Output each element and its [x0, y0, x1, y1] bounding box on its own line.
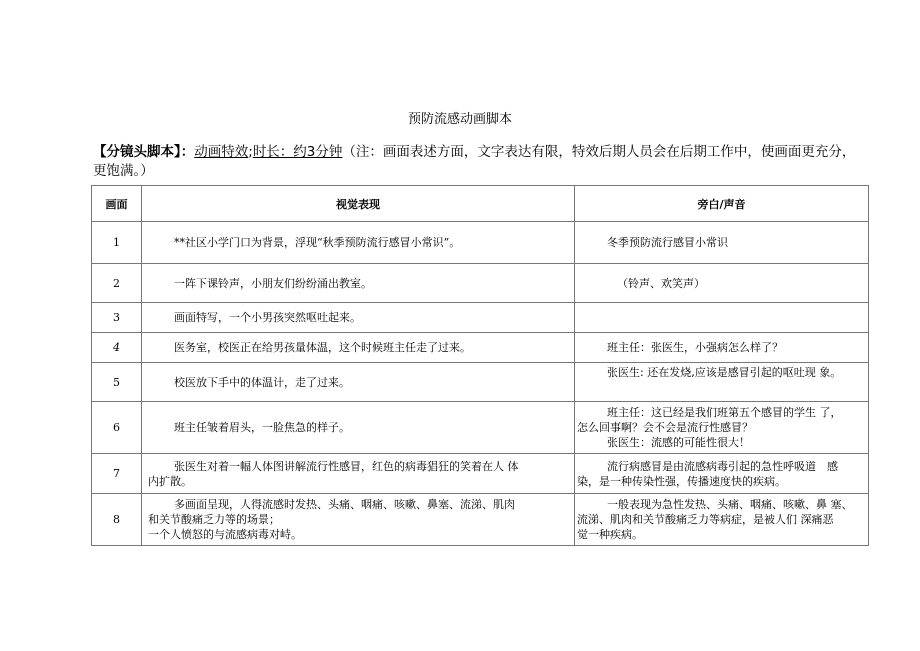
audio-text: 冬季预防流行感冒小常识: [607, 236, 728, 249]
visual-cell: [142, 402, 575, 454]
scene-number: 8: [92, 494, 142, 546]
visual-cell: [142, 494, 575, 546]
table-row: [92, 222, 869, 264]
intro-paragraph: [93, 143, 868, 181]
audio-text: 染，是一种传染性强，传播速度快的疾病。: [577, 474, 786, 488]
visual-cell: [142, 333, 575, 363]
audio-cell: [575, 333, 869, 363]
visual-cell: [142, 303, 575, 333]
header-scene: 画面: [92, 186, 142, 222]
visual-text: 多画面呈现，人得流感时发热、头痛、咽痛、咳嗽、鼻塞、流涕、肌肉: [174, 498, 515, 511]
audio-cell: [575, 494, 869, 546]
scene-number: 7: [92, 454, 142, 494]
table-row: [92, 454, 869, 494]
visual-text: **社区小学门口为背景，浮现“秋季预防流行感冒小常识”。: [174, 236, 461, 249]
effects-label: 动画特效: [194, 144, 249, 160]
audio-cell: [575, 363, 869, 402]
intro-note: （注：画面表述方面，文字表达有限，特效后期人员会在后期工作中，使画面更充分，更饱满。）: [93, 144, 856, 179]
table-row: [92, 363, 869, 402]
visual-text: 画面特写，一个小男孩突然呕吐起来。: [174, 311, 361, 324]
intro-separator: ;: [248, 144, 253, 160]
audio-cell: [575, 264, 869, 303]
duration-label: 时长：约3分钟: [252, 144, 343, 160]
visual-text: 张医生对着一幅人体图讲解流行性感冒，红色的病毒猖狂的笑着在人 体: [174, 459, 519, 473]
scene-number: 1: [92, 222, 142, 264]
visual-text: 校医放下手中的体温计，走了过来。: [174, 375, 350, 389]
table-row: [92, 494, 869, 546]
table-row: [92, 264, 869, 303]
intro-colon: ：: [180, 144, 195, 160]
header-audio: 旁白/声音: [575, 186, 869, 222]
scene-number: 5: [92, 363, 142, 402]
audio-text: 班主任：这已经是我们班第五个感冒的学生 了，: [607, 406, 842, 419]
audio-text: 觉一种疾病。: [577, 528, 643, 541]
scene-number: 6: [92, 402, 142, 454]
table-row: [92, 402, 869, 454]
visual-text: 一阵下课铃声，小朋友们纷纷涌出教室。: [174, 276, 372, 290]
audio-text: 张医生: 还在发烧,应该是感冒引起的呕吐现 象。: [607, 366, 842, 379]
table-row: [92, 333, 869, 363]
audio-cell: [575, 303, 869, 333]
visual-text: 一个人愤怒的与流感病毒对峙。: [148, 528, 302, 541]
table-row: [92, 303, 869, 333]
audio-text: 一般表现为急性发热、头痛、咽痛、咳嗽、鼻 塞、: [607, 498, 853, 511]
visual-cell: [142, 363, 575, 402]
storyboard-table: [91, 185, 869, 546]
storyboard-label: 【分镜头脚本】: [93, 144, 181, 160]
audio-text: 怎么回事啊？会不会是流行性感冒？: [577, 421, 753, 434]
header-visual: 视觉表现: [142, 186, 575, 222]
audio-cell: [575, 402, 869, 454]
visual-text: 和关节酸痛乏力等的场景；: [148, 513, 280, 526]
audio-cell: [575, 454, 869, 494]
audio-text: 流行病感冒是由流感病毒引起的急性呼吸道 感: [607, 459, 838, 473]
table-header-row: [92, 186, 869, 222]
audio-text: （铃声、欢笑声）: [617, 276, 705, 290]
audio-text: 班主任：张医生，小强病怎么样了？: [607, 341, 783, 354]
scene-number: 3: [92, 303, 142, 333]
scene-number: 2: [92, 264, 142, 303]
audio-text: 张医生：流感的可能性很大！: [607, 436, 750, 449]
visual-text: 班主任皱着眉头，一脸焦急的样子。: [174, 421, 350, 434]
audio-cell: [575, 222, 869, 264]
document-title: 预防流感动画脚本: [407, 112, 512, 127]
visual-text: 内扩散。: [148, 474, 192, 488]
audio-text: 流涕、肌肉和关节酸痛乏力等病症，是被人们 深痛恶: [577, 513, 834, 526]
visual-cell: [142, 222, 575, 264]
visual-cell: [142, 454, 575, 494]
visual-text: 医务室，校医正在给男孩量体温，这个时候班主任走了过来。: [174, 341, 471, 354]
scene-number: 4: [92, 333, 142, 363]
visual-cell: [142, 264, 575, 303]
